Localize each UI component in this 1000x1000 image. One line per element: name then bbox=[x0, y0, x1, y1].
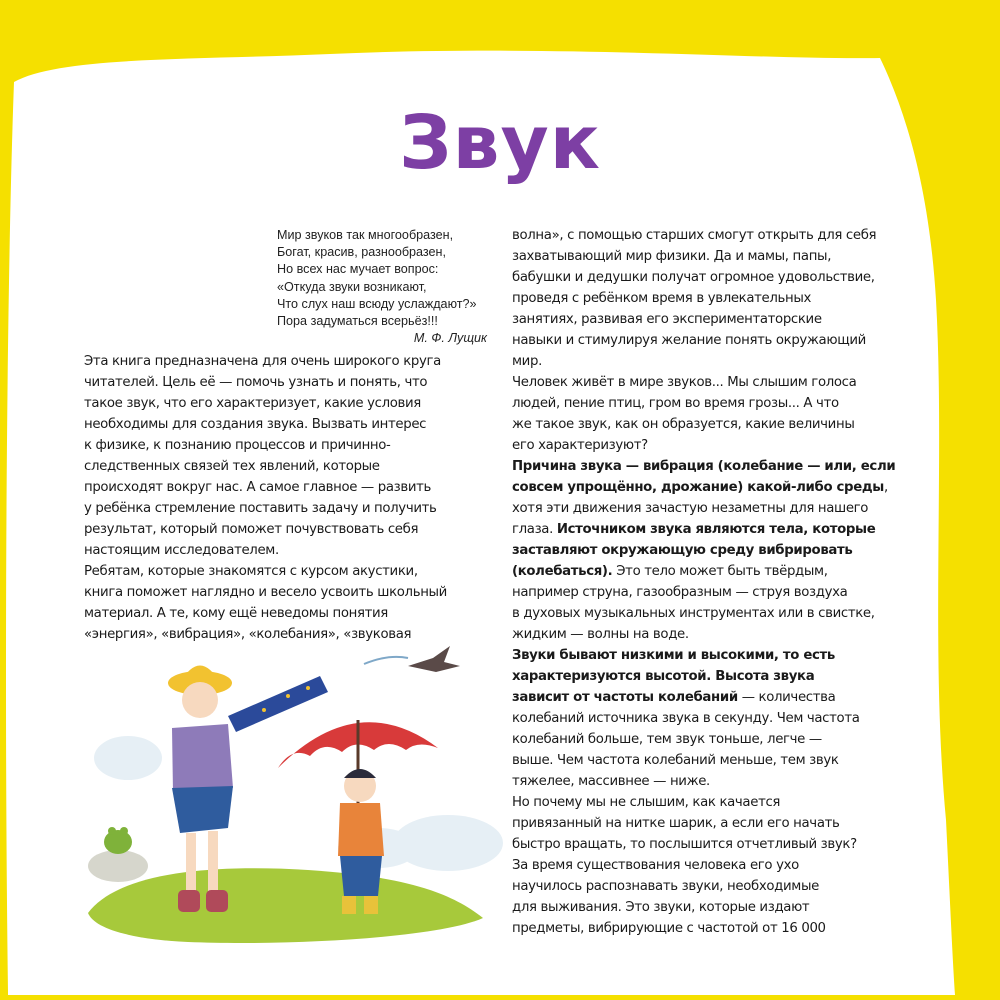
left-text-column bbox=[84, 351, 484, 645]
plain-text: тяжелее, массивнее — ниже. bbox=[512, 774, 710, 789]
text-line bbox=[512, 750, 922, 771]
cloud bbox=[94, 736, 162, 780]
text-line bbox=[512, 561, 922, 582]
plain-text: Человек живёт в мире звуков... Мы слышим голоса bbox=[512, 375, 857, 390]
text-line: «энергия», «вибрация», «колебания», «звуковая bbox=[84, 627, 412, 642]
bold-text: зависит от частоты колебаний bbox=[512, 690, 738, 705]
text-line bbox=[512, 456, 922, 477]
poem-line: Пора задуматься всерьёз!!! bbox=[277, 314, 438, 329]
bold-text: характеризуются высотой. Высота звука bbox=[512, 669, 815, 684]
text-line bbox=[512, 645, 922, 666]
epigraph-poem bbox=[277, 227, 497, 347]
plain-text: колебаний больше, тем звук тоньше, легче — bbox=[512, 732, 822, 747]
text-line: такое звук, что его характеризует, какие условия bbox=[84, 396, 421, 411]
text-line: к физике, к познанию процессов и причинно- bbox=[84, 438, 391, 453]
text-line bbox=[512, 876, 922, 897]
plain-text: его характеризуют? bbox=[512, 438, 648, 453]
text-line: настоящим исследователем. bbox=[84, 543, 279, 558]
plain-text: бабушки и дедушки получат огромное удовольствие, bbox=[512, 270, 875, 285]
poem-line: Мир звуков так многообразен, bbox=[277, 228, 454, 242]
plain-text: жидким — волны на воде. bbox=[512, 627, 689, 642]
text-line: читателей. Цель её — помочь узнать и понять, что bbox=[84, 375, 428, 390]
text-line bbox=[512, 918, 922, 939]
bold-text: заставляют окружающую среду вибрировать bbox=[512, 543, 853, 558]
text-line bbox=[512, 813, 922, 834]
text-line bbox=[512, 624, 922, 645]
poem-line: «Откуда звуки возникают, bbox=[277, 279, 427, 294]
text-line bbox=[512, 288, 922, 309]
text-line bbox=[512, 834, 922, 855]
plain-text: людей, пение птиц, гром во время грозы... А что bbox=[512, 396, 839, 411]
plain-text: хотя эти движения зачастую незаметны для нашего bbox=[512, 501, 869, 516]
children-illustration bbox=[88, 628, 508, 958]
plain-text: быстро вращать, то послышится отчетливый звук? bbox=[512, 837, 857, 852]
spyglass-icon bbox=[228, 676, 328, 732]
text-line: материал. А те, кому ещё неведомы понятия bbox=[84, 606, 388, 621]
plain-text: , bbox=[883, 480, 888, 495]
text-line bbox=[512, 351, 922, 372]
plain-text: колебаний источника звука в секунду. Чем частота bbox=[512, 711, 860, 726]
bird-icon bbox=[408, 646, 460, 672]
text-line bbox=[512, 498, 922, 519]
plain-text: предметы, вибрирующие с частотой от 16 000 bbox=[512, 921, 826, 936]
text-line bbox=[512, 267, 922, 288]
plain-text: в духовых музыкальных инструментах или в свистке, bbox=[512, 606, 875, 621]
text-line: результат, который поможет почувствовать себя bbox=[84, 522, 419, 537]
text-line: Эта книга предназначена для очень широкого круга bbox=[84, 354, 441, 369]
bold-text: Звуки бывают низкими и высокими, то есть bbox=[512, 648, 835, 663]
plain-text: захватывающий мир физики. Да и мамы, папы, bbox=[512, 249, 832, 264]
plain-text: например струна, газообразным — струя воздуха bbox=[512, 585, 848, 600]
bold-text: Источником звука являются тела, которые bbox=[556, 522, 876, 537]
plain-text: глаза. bbox=[512, 522, 557, 537]
text-line bbox=[512, 477, 922, 498]
text-line: книга поможет наглядно и весело усвоить школьный bbox=[84, 585, 447, 600]
text-line bbox=[512, 603, 922, 624]
plain-text: волна», с помощью старших смогут открыть для себя bbox=[512, 228, 877, 243]
right-text-column bbox=[512, 225, 922, 939]
plain-text: Но почему мы не слышим, как качается bbox=[512, 795, 781, 810]
bold-text: совсем упрощённо, дрожание) какой-либо среды bbox=[512, 480, 884, 495]
text-line: Ребятам, которые знакомятся с курсом акустики, bbox=[84, 564, 418, 579]
plain-text: За время существования человека его ухо bbox=[512, 858, 799, 873]
poem-line: Богат, красив, разнообразен, bbox=[277, 245, 446, 260]
text-line bbox=[512, 708, 922, 729]
plain-text: привязанный на нитке шарик, а если его начать bbox=[512, 816, 840, 831]
text-line bbox=[512, 792, 922, 813]
text-line bbox=[512, 855, 922, 876]
plain-text: выше. Чем частота колебаний меньше, тем звук bbox=[512, 753, 839, 768]
text-line bbox=[512, 309, 922, 330]
plain-text: для выживания. Это звуки, которые издают bbox=[512, 900, 810, 915]
grass bbox=[88, 868, 483, 943]
bold-text: (колебаться). bbox=[512, 564, 613, 579]
text-line bbox=[512, 540, 922, 561]
stone bbox=[88, 850, 148, 882]
text-line bbox=[512, 687, 922, 708]
bold-text: Причина звука — вибрация (колебание — или, если bbox=[512, 459, 896, 474]
text-line: необходимы для создания звука. Вызвать интерес bbox=[84, 417, 427, 432]
text-line bbox=[512, 666, 922, 687]
poem-line: Что слух наш всюду услаждают?» bbox=[277, 296, 477, 311]
text-line bbox=[512, 582, 922, 603]
plain-text: мир. bbox=[512, 354, 542, 369]
text-line bbox=[512, 729, 922, 750]
frog-icon bbox=[104, 830, 132, 854]
text-line bbox=[512, 372, 922, 393]
plain-text: — количества bbox=[737, 690, 836, 705]
text-line bbox=[512, 414, 922, 435]
text-line bbox=[512, 246, 922, 267]
text-line bbox=[512, 435, 922, 456]
page-title: Звук bbox=[399, 100, 601, 186]
plain-text: же такое звук, как он образуется, какие величины bbox=[512, 417, 855, 432]
text-line bbox=[512, 330, 922, 351]
text-line bbox=[512, 771, 922, 792]
poem-author: М. Ф. Лущик bbox=[413, 331, 487, 346]
text-line bbox=[512, 519, 922, 540]
plain-text: Это тело может быть твёрдым, bbox=[612, 564, 828, 579]
plain-text: научилось распознавать звуки, необходимые bbox=[512, 879, 819, 894]
plain-text: занятиях, развивая его экспериментаторские bbox=[512, 312, 822, 327]
text-line: происходят вокруг нас. А самое главное — развить bbox=[84, 480, 432, 495]
plain-text: навыки и стимулируя желание понять окружающий bbox=[512, 333, 866, 348]
poem-line: Но всех нас мучает вопрос: bbox=[277, 262, 439, 277]
text-line bbox=[512, 897, 922, 918]
text-line bbox=[512, 225, 922, 246]
plain-text: проведя с ребёнком время в увлекательных bbox=[512, 291, 812, 306]
text-line: следственных связей тех явлений, которые bbox=[84, 459, 380, 474]
text-line bbox=[512, 393, 922, 414]
text-line: у ребёнка стремление поставить задачу и получить bbox=[84, 501, 437, 516]
